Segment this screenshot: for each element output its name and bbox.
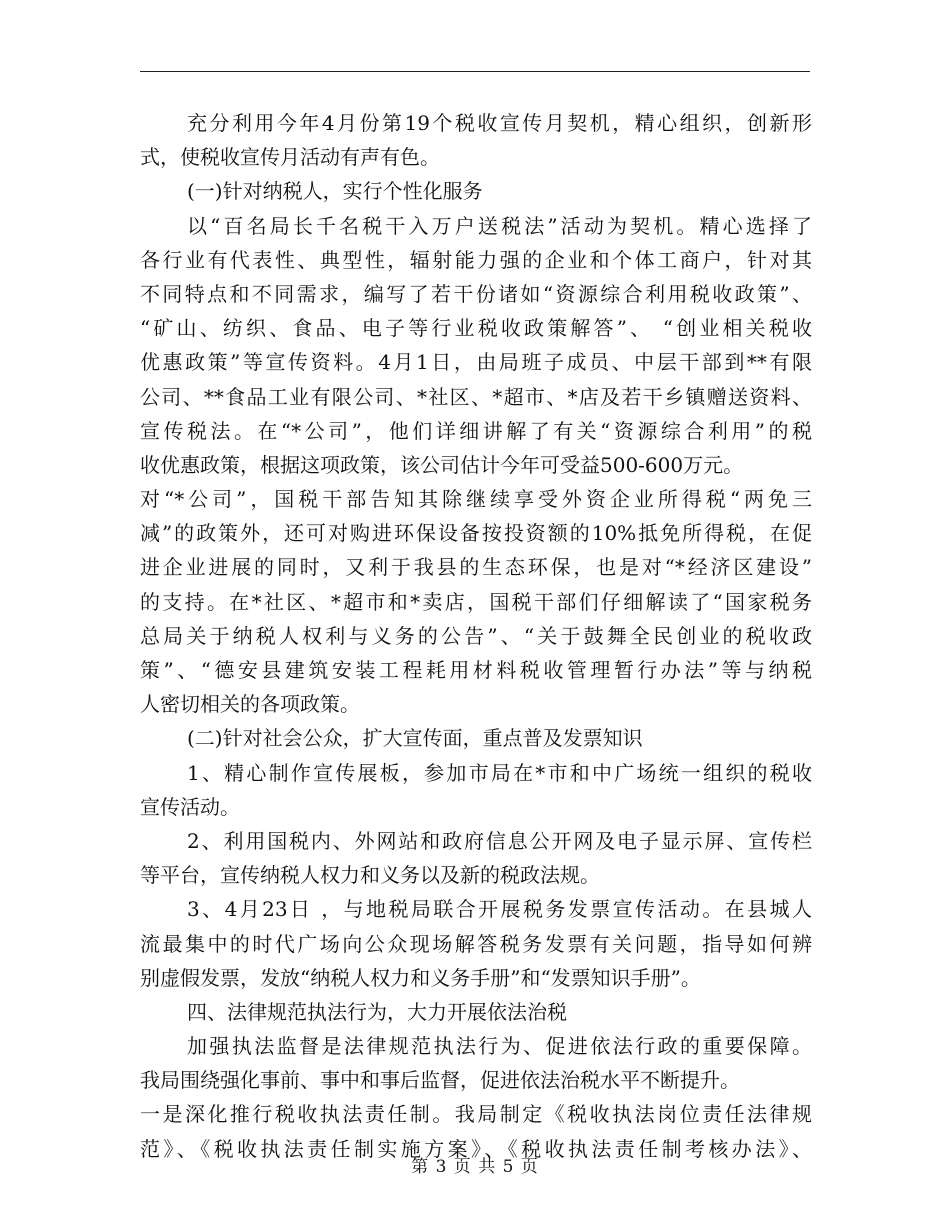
paragraph-line: 我局围绕强化事前、事中和事后监督，促进依法治税水平不断提升。 [140, 1068, 740, 1093]
list-item-line: 别虚假发票，发放“纳税人权力和义务手册”和“发票知识手册”。 [140, 965, 701, 990]
paragraph-line: 加强执法监督是法律规范执法行为、促进依法行政的重要保障。 [187, 1034, 812, 1059]
list-item-line: 3、4月23日 ，与地税局联合开展税务发票宣传活动。在县城人 [187, 897, 812, 922]
list-item-line: 流最集中的时代广场向公众现场解答税务发票有关问题，指导如何辨 [140, 931, 812, 956]
paragraph-line: 进企业进展的同时，又利于我县的生态环保，也是对“*经济区建设” [140, 555, 812, 580]
paragraph-line: 范》、《税收执法责任制实施方案》、《税收执法责任制考核办法》、 [140, 1136, 812, 1161]
document-body [140, 106, 812, 1166]
paragraph-line: 以“百名局长千名税干入万户送税法”活动为契机。精心选择了 [187, 213, 812, 238]
paragraph-line: 收优惠政策，根据这项政策，该公司估计今年可受益500-600万元。 [140, 452, 744, 477]
paragraph-line: 各行业有代表性、典型性，辐射能力强的企业和个体工商户，针对其 [140, 247, 812, 272]
list-item-line: 2、利用国税内、外网站和政府信息公开网及电子显示屏、宣传栏 [187, 828, 812, 853]
paragraph-line: 充分利用今年4月份第19个税收宣传月契机，精心组织，创新形 [187, 111, 812, 135]
paragraph-line: 一是深化推行税收执法责任制。我局制定《税收执法岗位责任法律规 [140, 1102, 812, 1127]
paragraph-line: 公司、**食品工业有限公司、*社区、*超市、*店及若干乡镇赠送资料、 [140, 384, 812, 409]
section-heading: (二)针对社会公众，扩大宣传面，重点普及发票知识 [187, 726, 643, 751]
paragraph-line: 优惠政策”等宣传资料。4月1日，由局班子成员、中层干部到**有限 [140, 350, 812, 375]
paragraph-line: 人密切相关的各项政策。 [140, 692, 360, 717]
section-heading: (一)针对纳税人，实行个性化服务 [187, 179, 483, 204]
paragraph-line: 宣传税法。在“*公司”，他们详细讲解了有关“资源综合利用”的税 [140, 418, 812, 443]
paragraph-line: 对“*公司”，国税干部告知其除继续享受外资企业所得税“两免三 [140, 487, 812, 512]
paragraph-line: “矿山、纺织、食品、电子等行业税收政策解答”、 “创业相关税收 [140, 316, 812, 341]
paragraph-line: 式，使税收宣传月活动有声有色。 [140, 145, 440, 170]
list-item-line: 等平台，宣传纳税人权力和义务以及新的税政法规。 [140, 863, 600, 888]
paragraph-line: 减”的政策外，还可对购进环保设备按投资额的10%抵免所得税，在促 [140, 521, 812, 546]
paragraph-line: 总局关于纳税人权利与义务的公告”、“关于鼓舞全民创业的税收政 [140, 623, 812, 648]
header-rule [140, 71, 810, 72]
paragraph-line: 的支持。在*社区、*超市和*卖店，国税干部们仔细解读了“国家税务 [140, 589, 812, 614]
list-item-line: 1、精心制作宣传展板，参加市局在*市和中广场统一组织的税收 [187, 760, 812, 785]
paragraph-line: 策”、“德安县建筑安装工程耗用材料税收管理暂行办法”等与纳税 [140, 658, 812, 682]
list-item-line: 宣传活动。 [140, 794, 240, 819]
page-number: 第 3 页 共 5 页 [411, 1157, 539, 1177]
paragraph-line: 不同特点和不同需求，编写了若干份诸如“资源综合利用税收政策”、 [140, 281, 812, 306]
section-heading: 四、法律规范执法行为，大力开展依法治税 [187, 999, 567, 1024]
